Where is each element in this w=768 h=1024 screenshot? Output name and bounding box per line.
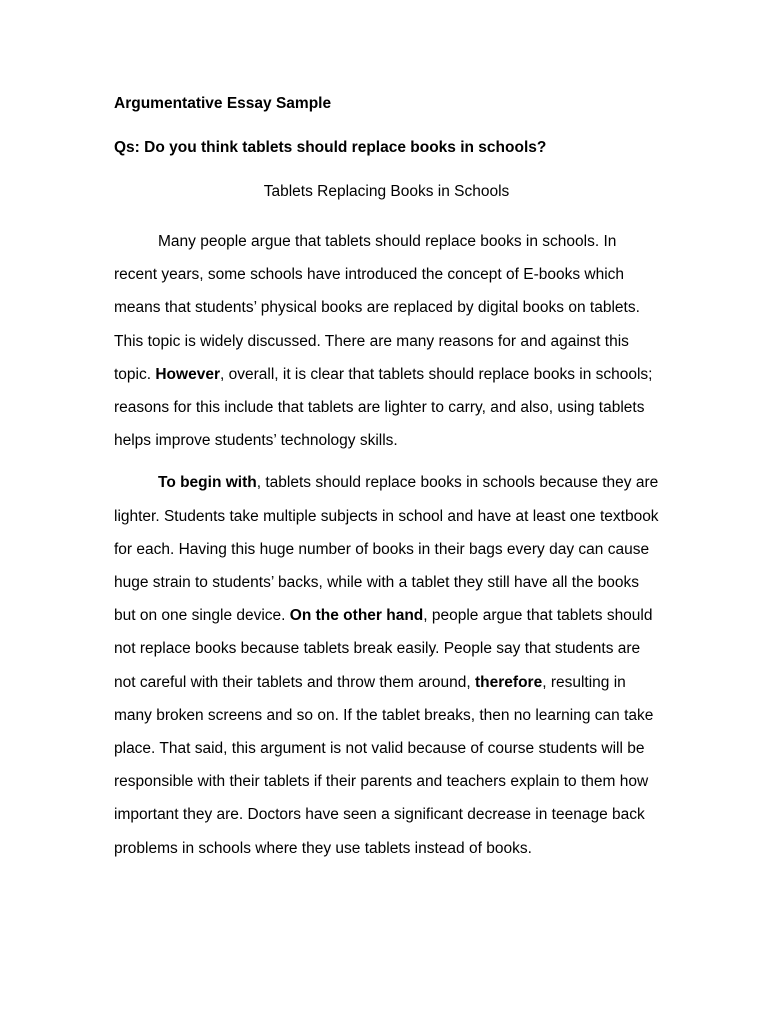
paragraph-text: Many people argue that tablets should replace books in schools. In recent years, some schools have introduced the concept of E-books which means that students’ physical books are replaced by digital books on tablets. This topic is widely discussed. There are many reasons for and against this topic. [114,233,640,383]
transition-word: On the other hand [289,607,424,625]
document-header-label: Argumentative Essay Sample [114,95,332,112]
essay-title: Tablets Replacing Books in Schools [263,183,510,200]
paragraph-text: , people argue that tablets should not replace books because tablets break easily. People say that students are not careful with their tablets and throw them around, [114,607,653,691]
transition-word: However [155,365,220,383]
paragraph-introduction [114,225,659,457]
paragraph-text: , overall, it is clear that tablets should replace books in schools; reasons for this include that tablets are lighter to carry, and also, using tablets helps improve students’ technology skills. [114,365,653,450]
document-content [114,93,659,874]
paragraph-text: , tablets should replace books in schools because they are lighter. Students take multiple subjects in school and have at least one textbook for each. Having this huge number of books in their bags every day can cause huge strain to students’ backs, while with a tablet they still have all the books but on one single device. [114,474,659,625]
transition-word: To begin with [158,474,257,492]
paragraph-body-1 [114,466,659,864]
transition-word: therefore [475,673,543,691]
essay-question: Qs: Do you think tablets should replace books in schools? [114,139,547,156]
paragraph-text: , resulting in many broken screens and so on. If the tablet breaks, then no learning can take place. That said, this argument is not valid because of course students will be responsible with their tablets if their parents and teachers explain to them how important they are. Doctors have seen a significant decrease in teenage back problems in schools where they use tablets instead of books. [114,673,654,857]
